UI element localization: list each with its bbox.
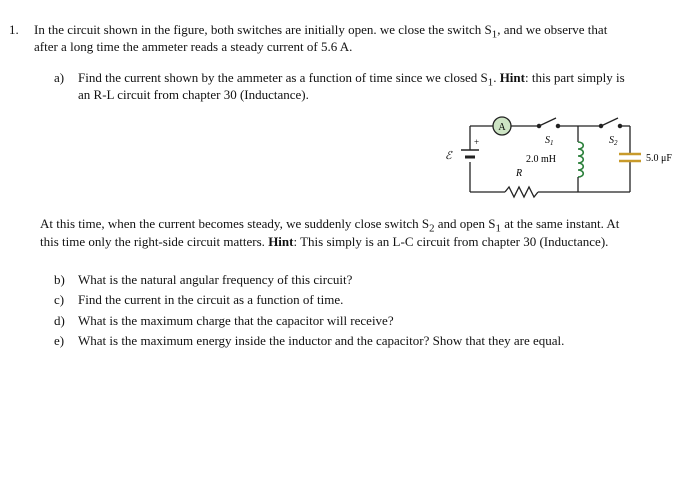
question-e-label: e): [54, 333, 65, 348]
part-a-text: Find the current shown by the ammeter as a function of time since we closed S: [78, 70, 488, 85]
capacitance-label: 5.0 μF: [646, 153, 672, 164]
intro-sub: 1: [491, 28, 498, 41]
question-b-label: b): [54, 272, 65, 287]
middle-sub-b: 1: [495, 222, 501, 235]
middle-line-2: [40, 234, 608, 250]
inductor-icon: [578, 142, 583, 177]
middle-text-end: at the same instant. At: [500, 216, 620, 231]
problem-number: 1.: [9, 22, 19, 37]
middle-hint-label: Hint: [268, 234, 294, 249]
part-a-sub: 1: [487, 76, 494, 89]
part-a-hint-label: Hint: [499, 70, 525, 85]
circuit-diagram: [440, 112, 700, 202]
middle-text-mid: and open S: [434, 216, 496, 231]
question-d-label: d): [54, 313, 65, 328]
switch1-blade: [539, 118, 556, 126]
switch2-label: $S_2$: [609, 135, 618, 147]
middle-line-2-start: this time only the right-side circuit matters.: [40, 234, 269, 249]
middle-sub-a: 2: [429, 222, 435, 235]
question-e-text: What is the maximum energy inside the inductor and the capacitor? Show that they are equal.: [78, 333, 565, 348]
question-d-text: What is the maximum charge that the capacitor will receive?: [78, 313, 394, 328]
battery-plus-label: +: [474, 137, 480, 147]
intro-text-end: , and we observe that: [497, 22, 608, 37]
middle-text: At this time, when the current becomes steady, we suddenly close switch S: [40, 216, 430, 231]
part-a-line-2: an R-L circuit from chapter 30 (Inductance).: [78, 87, 309, 102]
intro-text: In the circuit shown in the figure, both switches are initially open. we close the switch S: [34, 22, 492, 37]
question-b-text: What is the natural angular frequency of this circuit?: [78, 272, 353, 287]
part-a-text-end: : this part simply is: [524, 70, 625, 85]
middle-line-2-end: : This simply is an L-C circuit from chapter 30 (Inductance).: [293, 234, 609, 249]
ammeter-label: A: [498, 122, 506, 133]
question-c-label: c): [54, 292, 65, 307]
resistor-icon: [505, 187, 538, 197]
emf-label: ℰ: [445, 150, 452, 162]
question-c-text: Find the current in the circuit as a function of time.: [78, 292, 344, 307]
switch2-blade: [601, 118, 618, 126]
resistor-label: R: [516, 168, 523, 179]
problem-intro-line-2: after a long time the ammeter reads a steady current of 5.6 A.: [34, 39, 353, 54]
switch1-label: $S_1$: [545, 135, 554, 147]
inductance-label: 2.0 mH: [526, 154, 556, 165]
part-a-dot: .: [493, 70, 500, 85]
part-a-label: a): [54, 70, 65, 85]
